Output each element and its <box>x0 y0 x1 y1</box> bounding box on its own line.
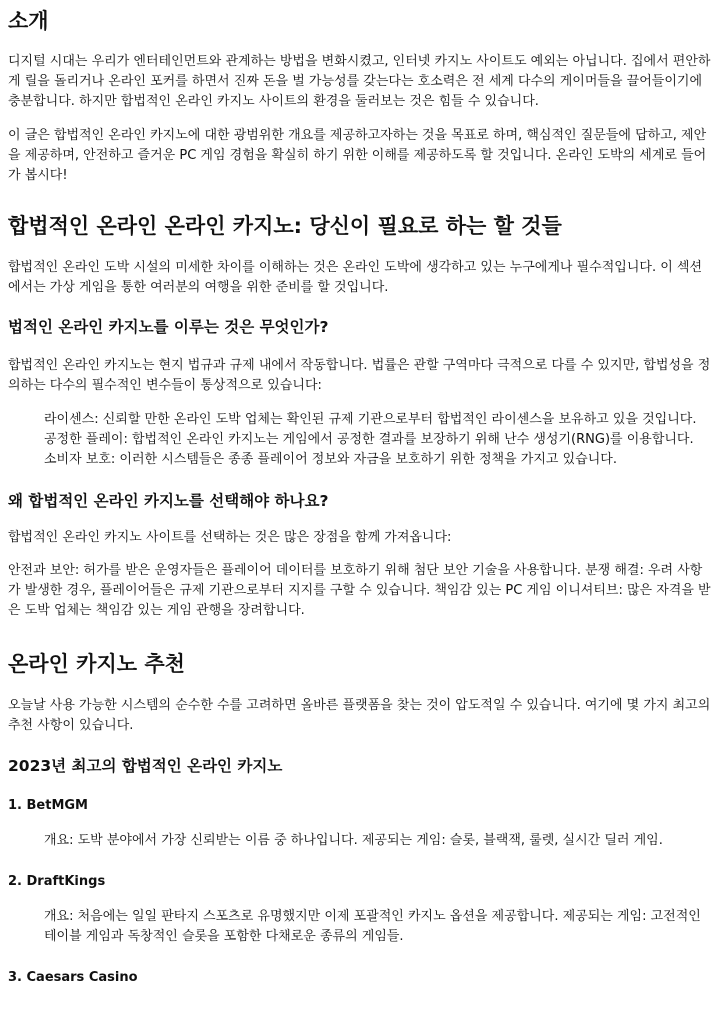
casino-item-title-betmgm: 1. BetMGM <box>8 798 88 814</box>
intro-paragraph-2: 이 글은 합법적인 온라인 카지노에 대한 광범위한 개요를 제공하고자하는 것을 목표로 하며, 핵심적인 질문들에 답하고, 제안을 제공하며, 안전하고 즐거운 PC 게임 경험을 확실히 하기 위한 이해를 제공하도록 할 것입니다. 온라인 도박의 세계로 들어가 봅시다! <box>8 128 707 184</box>
recommend-section-paragraph: 오늘날 사용 가능한 시스템의 순수한 수를 고려하면 올바른 플랫폼을 찾는 것이 압도적일 수 있습니다. 여기에 몇 가지 최고의 추천 사항이 있습니다. <box>8 698 711 734</box>
intro-paragraph-1: 디지털 시대는 우리가 엔터테인먼트와 관계하는 방법을 변화시켰고, 인터넷 카지노 사이트도 예외는 아닙니다. 집에서 편안하게 릴을 돌리거나 온라인 포커를 하면서 진짜 돈을 벌 가능성를 갖는다는 호소력은 전 세계 다수의 게이머들을 끌어들이기에 충분합니다. 하지만 합법적인 온라인 카지노 사이트의 환경을 둘러보는 것은 힘들 수 있습니다. <box>8 54 711 110</box>
why-section-paragraph-2: 안전과 보안: 허가를 받은 운영자들은 플레이어 데이터를 보호하기 위해 첨단 보안 기술을 사용합니다. 분쟁 해결: 우려 사항가 발생한 경우, 플레이어들은 규제 기관으로부터 지지를 구할 수 있습니다. 책임감 있는 PC 게임 이니셔티브: 많은 자격을 받은 도박 업체는 책임감 있는 게임 관행을 장려합니다. <box>8 562 711 618</box>
recommend-section-heading: 온라인 카지노 추천 <box>8 651 185 676</box>
casino-item-title-caesars: 3. Caesars Casino <box>8 970 138 986</box>
casino-item-description-betmgm: 개요: 도박 분야에서 가장 신뢰받는 이름 중 하나입니다. 제공되는 게임: 슬롯, 블랙잭, 룰렛, 실시간 딜러 게임. <box>44 833 663 849</box>
casino-item-description-draftkings: 개요: 처음에는 일일 판타지 스포츠로 유명했지만 이제 포괄적인 카지노 옵션을 제공합니다. 제공되는 게임: 고전적인 테이블 게임과 독창적인 슬롯을 포함한 다채로운 종류의 게임들. <box>44 909 701 945</box>
casino-item-title-draftkings: 2. DraftKings <box>8 874 106 890</box>
top-casinos-2023-heading: 2023년 최고의 합법적인 온라인 카지노 <box>8 757 283 776</box>
legal-section-paragraph: 합법적인 온라인 도박 시설의 미세한 차이를 이해하는 것은 온라인 도박에 생각하고 있는 누구에게나 필수적입니다. 이 섹션에서는 가상 게임을 통한 여러분의 여행을 위한 준비를 할 것입니다. <box>8 259 703 295</box>
what-section-paragraph: 합법적인 온라인 카지노는 현지 법규과 규제 내에서 작동합니다. 법률은 관할 구역마다 극적으로 다를 수 있지만, 합법성을 정의하는 다수의 필수적인 변수들이 통상적으로 있습니다: <box>8 357 711 393</box>
why-section-paragraph-1: 합법적인 온라인 카지노 사이트를 선택하는 것은 많은 장점을 함께 가져옵니다: <box>8 529 452 545</box>
legal-section-heading: 합법적인 온라인 온라인 카지노: 당신이 필요로 하는 할 것들 <box>8 214 562 239</box>
intro-heading: 소개 <box>8 9 49 33</box>
article <box>0 8 720 987</box>
what-section-heading: 법적인 온라인 카지노를 이루는 것은 무엇인가? <box>8 317 329 336</box>
what-section-blockquote: 라이센스: 신뢰할 만한 온라인 도박 업체는 확인된 규제 기관으로부터 합법적인 라이센스을 보유하고 있을 것입니다. 공정한 플레이: 합법적인 온라인 카지노는 게임에서 공정한 결과를 보장하기 위해 난수 생성기(RNG)를 이용합니다. 소비자 보호: 이러한 시스템들은 종종 플레이어 정보와 자금을 보호하기 위한 정책을 가지고 있습니다. <box>44 411 697 467</box>
why-section-heading: 왜 합법적인 온라인 카지노를 선택해야 하나요? <box>8 491 329 510</box>
